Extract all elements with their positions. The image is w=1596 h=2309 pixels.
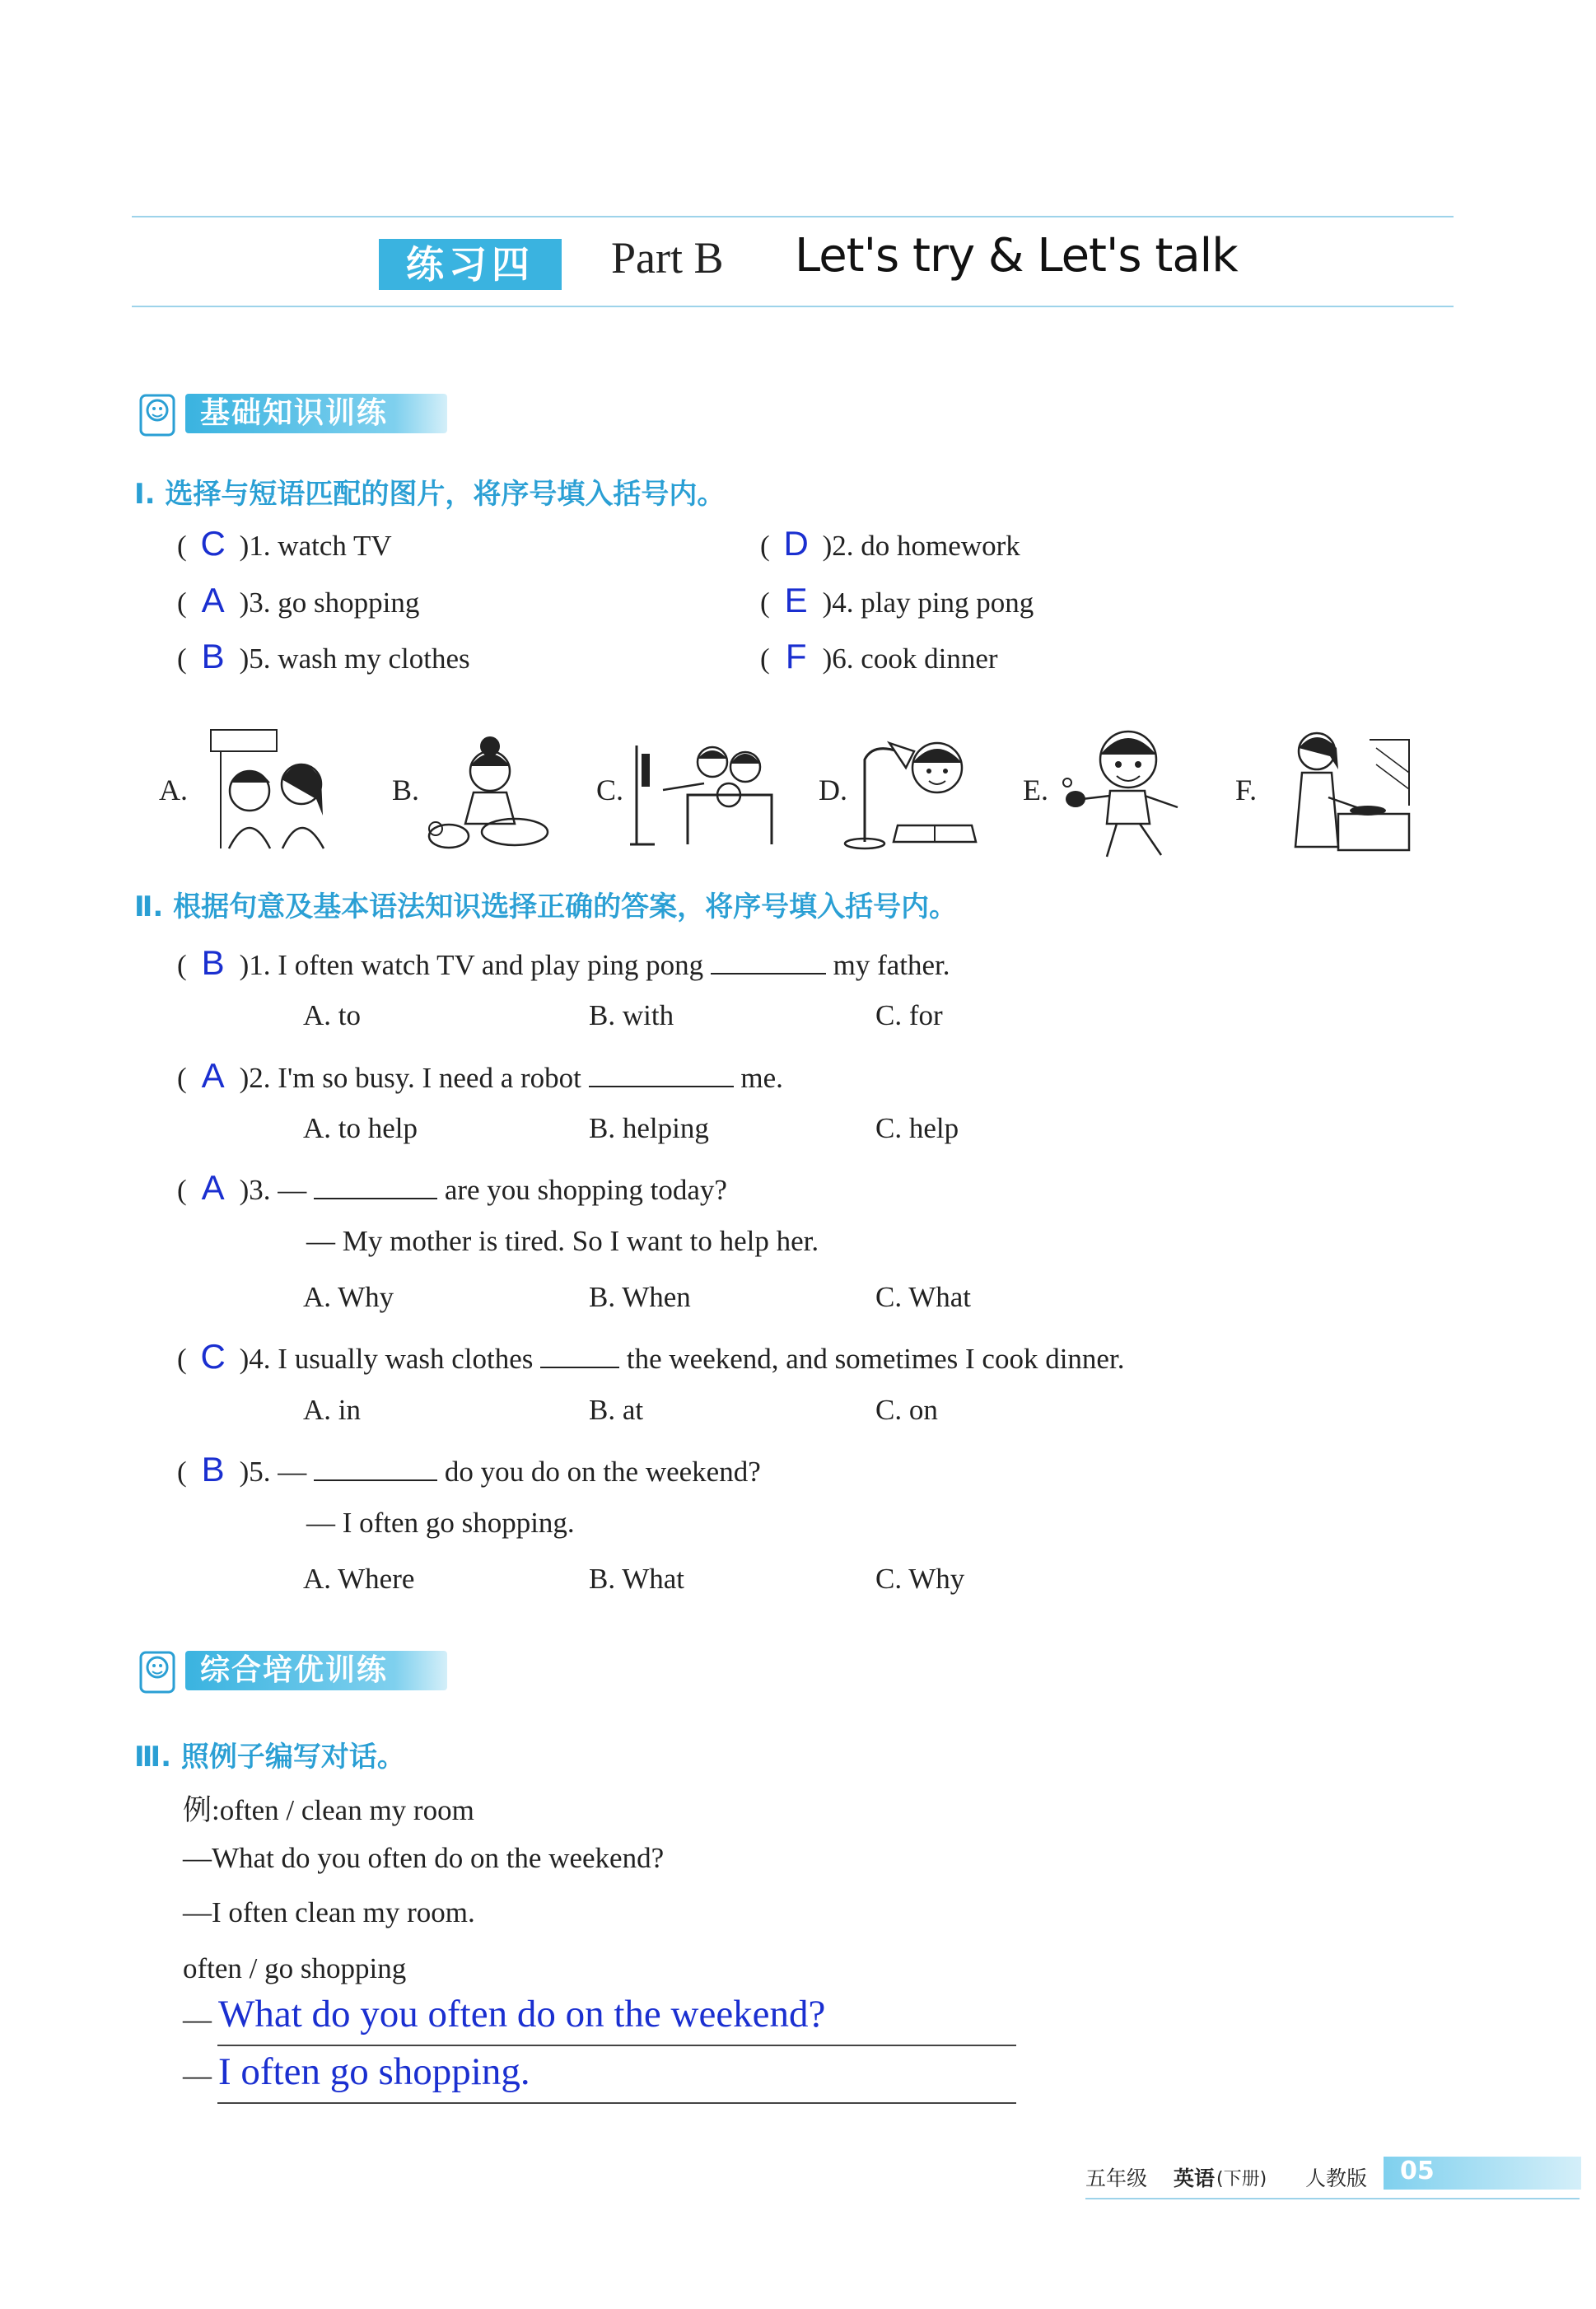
question-text: )1. I often watch TV and play ping pong — [239, 949, 704, 981]
q2-item-3: ( A )3. — are you shopping today? — [177, 1168, 727, 1207]
option-a: A. in — [303, 1394, 361, 1426]
option-b: B. helping — [589, 1112, 709, 1144]
mascot-icon — [136, 1646, 194, 1700]
option-b: B. When — [589, 1281, 691, 1313]
picture-label-a: A. — [159, 774, 188, 806]
option-c: C. Why — [875, 1563, 965, 1595]
answer-mark: B — [201, 637, 225, 675]
question-text: )2. I'm so busy. I need a robot — [239, 1062, 581, 1094]
answer-blank — [589, 1061, 734, 1087]
item-text: )2. do homework — [822, 530, 1020, 562]
written-answer: I often go shopping. — [218, 2050, 530, 2093]
question-text-end: the weekend, and sometimes I cook dinner. — [626, 1343, 1125, 1375]
option-b: B. What — [589, 1563, 685, 1595]
footer-grade: 五年级 — [1085, 2166, 1148, 2190]
item-text: )6. cook dinner — [822, 643, 998, 675]
exercise-label: 练习四 — [379, 239, 562, 290]
option-c: C. on — [875, 1394, 938, 1426]
example-answer: —I often clean my room. — [183, 1896, 475, 1928]
item-text: )4. play ping pong — [822, 587, 1034, 619]
q1-item-4: ( E )4. play ping pong — [760, 581, 1034, 619]
answer-dash-2: — — [183, 2059, 212, 2092]
q1-item-1: ( C )1. watch TV — [177, 524, 392, 563]
answer-blank — [314, 1455, 437, 1481]
section-title: 基础知识训练 — [200, 396, 389, 430]
bottom-rule — [132, 306, 1454, 307]
answer-blank — [711, 948, 826, 975]
top-rule — [132, 216, 1454, 217]
q1-item-5: ( B )5. wash my clothes — [177, 637, 470, 675]
question-text-end: do you do on the weekend? — [444, 1456, 761, 1488]
writing-line — [217, 2102, 1016, 2104]
answer-mark: F — [785, 637, 807, 675]
option-a: A. to help — [303, 1112, 418, 1144]
option-a: A. Where — [303, 1563, 415, 1595]
item-text: )3. go shopping — [239, 587, 420, 619]
q2-item-4: ( C )4. I usually wash clothes the weekend, and sometimes I cook dinner. — [177, 1337, 1125, 1376]
section-banner-comprehensive — [136, 1646, 447, 1695]
answer-dash-1: — — [183, 2003, 212, 2036]
answer-mark: A — [201, 581, 225, 619]
q1-item-2: ( D )2. do homework — [760, 524, 1020, 563]
option-c: C. What — [875, 1281, 972, 1313]
section-title: 综合培优训练 — [200, 1653, 389, 1687]
reply-text: — My mother is tired. So I want to help her. — [306, 1225, 819, 1257]
answer-mark: B — [201, 1450, 225, 1489]
question-text-end: are you shopping today? — [444, 1174, 727, 1206]
item-text: )1. watch TV — [239, 530, 392, 562]
q1-item-3: ( A )3. go shopping — [177, 581, 420, 619]
answer-mark: C — [200, 1337, 226, 1376]
item-text: )5. wash my clothes — [239, 643, 470, 675]
watch-tv-picture — [630, 729, 778, 853]
shopping-picture — [204, 725, 340, 853]
q1-item-6: ( F )6. cook dinner — [760, 637, 998, 675]
answer-mark: A — [201, 1168, 225, 1207]
washing-picture — [424, 717, 556, 857]
cooking-picture — [1279, 723, 1411, 855]
footer-rule — [1085, 2198, 1580, 2199]
picture-label-d: D. — [819, 774, 847, 806]
example-label: 例:often / clean my room — [183, 1794, 474, 1826]
option-b: B. at — [589, 1394, 644, 1426]
q2-heading: Ⅱ. 根据句意及基本语法知识选择正确的答案，将序号填入括号内。 — [134, 890, 958, 923]
question-text: )4. I usually wash clothes — [239, 1343, 534, 1375]
section-banner-basic — [136, 389, 447, 438]
lesson-subtitle: Let's try & Let's talk — [795, 229, 1238, 283]
picture-label-f: F. — [1235, 774, 1258, 806]
question-text: )5. — — [239, 1456, 307, 1488]
q2-item-5: ( B )5. — do you do on the weekend? — [177, 1450, 761, 1489]
answer-mark: C — [200, 524, 226, 563]
option-a: A. Why — [303, 1281, 394, 1313]
q1-heading: Ⅰ. 选择与短语匹配的图片，将序号填入括号内。 — [134, 478, 726, 511]
reply-text: — I often go shopping. — [306, 1507, 575, 1539]
footer-edition: 人教版 — [1305, 2166, 1368, 2190]
homework-picture — [840, 727, 980, 854]
question-text-end: my father. — [833, 949, 950, 981]
part-title: Part B — [611, 233, 724, 283]
q3-heading: Ⅲ. 照例子编写对话。 — [134, 1741, 405, 1774]
option-c: C. help — [875, 1112, 959, 1144]
picture-label-e: E. — [1023, 774, 1048, 806]
answer-mark: A — [201, 1056, 225, 1095]
answer-blank — [540, 1342, 619, 1368]
example-question: —What do you often do on the weekend? — [183, 1842, 665, 1874]
q2-item-1: ( B )1. I often watch TV and play ping pong my father. — [177, 943, 950, 982]
option-b: B. with — [589, 999, 674, 1031]
option-c: C. for — [875, 999, 943, 1031]
q2-item-2: ( A )2. I'm so busy. I need a robot me. — [177, 1056, 783, 1095]
question-text-end: me. — [740, 1062, 783, 1094]
mascot-icon — [136, 389, 194, 443]
answer-mark: D — [783, 524, 809, 563]
page-number: 05 — [1400, 2157, 1435, 2185]
footer-subject: 英语 — [1174, 2166, 1216, 2190]
picture-label-c: C. — [596, 774, 624, 806]
written-question: What do you often do on the weekend? — [218, 1993, 826, 2036]
ping-pong-picture — [1062, 717, 1194, 861]
option-a: A. to — [303, 999, 361, 1031]
answer-blank — [314, 1173, 437, 1199]
answer-mark: B — [201, 943, 225, 982]
writing-line — [217, 2045, 1016, 2046]
picture-label-b: B. — [392, 774, 420, 806]
footer-volume: (下册) — [1216, 2169, 1267, 2190]
answer-mark: E — [784, 581, 808, 619]
prompt-text: often / go shopping — [183, 1952, 407, 1984]
question-text: )3. — — [239, 1174, 307, 1206]
